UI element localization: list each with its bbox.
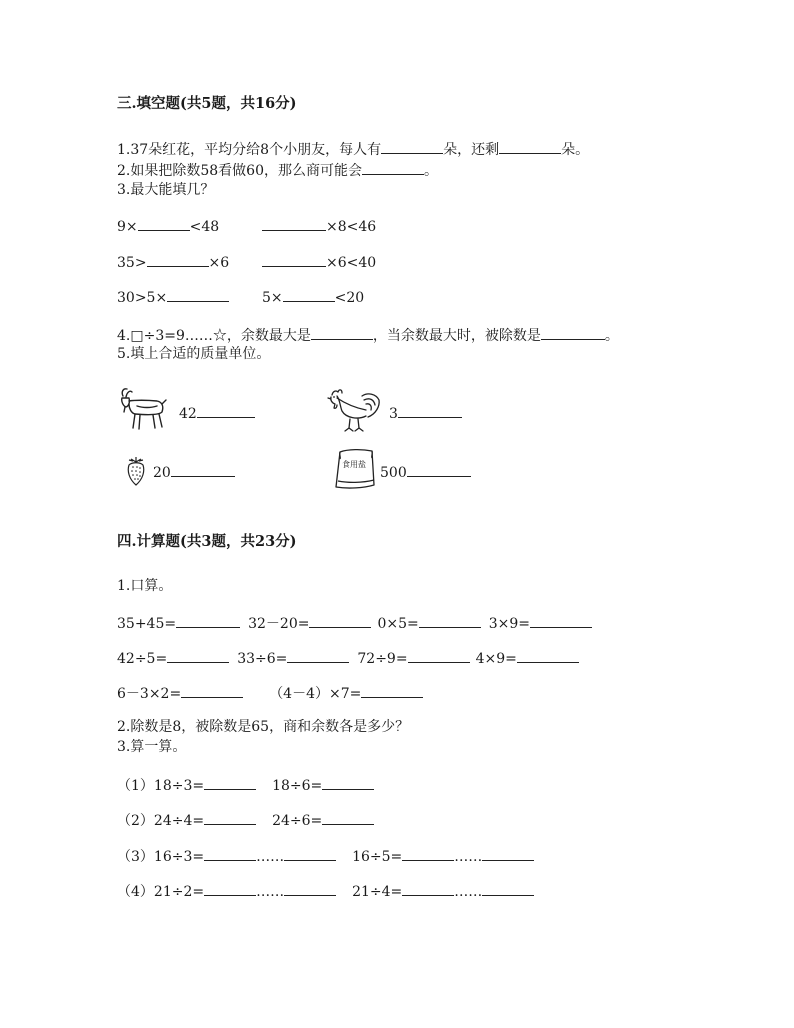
calc-expr: （4－4）×7= xyxy=(269,686,362,702)
q3-3-row3-right xyxy=(262,287,364,307)
question-3-5-title: 5.填上合适的质量单位。 xyxy=(117,346,271,362)
q3-3-row2-left xyxy=(117,252,229,272)
calc-item-3 xyxy=(117,846,534,866)
expr-text: ×6<40 xyxy=(326,255,377,271)
answer-blank[interactable] xyxy=(402,846,454,861)
strawberry-icon xyxy=(125,455,147,487)
q3-2-text-b: 。 xyxy=(424,163,438,179)
q3-3-row2-right xyxy=(262,252,376,272)
answer-blank[interactable] xyxy=(181,683,243,698)
answer-blank[interactable] xyxy=(284,881,336,896)
calc-row-2 xyxy=(117,648,579,668)
expr-text: <20 xyxy=(334,290,365,306)
calc-expr: 35+45= xyxy=(117,616,177,632)
expr-text: ×6 xyxy=(208,255,230,271)
expr-text: 5× xyxy=(262,290,283,306)
item-label: （1） xyxy=(117,778,154,794)
answer-blank[interactable] xyxy=(283,287,335,302)
expr-text: ×8<46 xyxy=(326,219,377,235)
calc-expr: 21÷4= xyxy=(352,884,403,900)
calc-expr: 42÷5= xyxy=(117,651,168,667)
q3-1-text-b: 朵，还剩 xyxy=(443,142,500,158)
answer-blank[interactable] xyxy=(287,648,349,663)
answer-blank[interactable] xyxy=(499,139,561,154)
question-3-1 xyxy=(117,139,589,159)
calc-expr: 6－3×2= xyxy=(117,686,182,702)
rooster-icon xyxy=(326,386,382,434)
answer-blank[interactable] xyxy=(482,881,534,896)
goat-value: 42 xyxy=(179,406,197,422)
answer-blank[interactable] xyxy=(407,462,471,477)
answer-blank[interactable] xyxy=(204,775,256,790)
q3-1-text-c: 朵。 xyxy=(561,142,590,158)
answer-blank[interactable] xyxy=(204,881,256,896)
calc-item-2 xyxy=(117,810,374,830)
answer-blank[interactable] xyxy=(311,325,373,340)
salt-bag-icon xyxy=(332,447,378,491)
answer-blank[interactable] xyxy=(171,462,235,477)
answer-blank[interactable] xyxy=(204,810,256,825)
q3-3-row1-right xyxy=(262,216,376,236)
q3-3-row1-left xyxy=(117,216,219,236)
answer-blank[interactable] xyxy=(402,881,454,896)
answer-blank[interactable] xyxy=(204,846,256,861)
calc-expr: 21÷2= xyxy=(153,884,205,900)
goat-icon xyxy=(117,386,169,432)
item-label: （3） xyxy=(117,849,154,865)
ellipsis: …… xyxy=(454,849,483,865)
answer-blank[interactable] xyxy=(147,252,209,267)
answer-blank[interactable] xyxy=(541,325,605,340)
salt-bag-label: 食用盐 xyxy=(342,460,366,469)
answer-blank[interactable] xyxy=(517,648,579,663)
expr-text: 9× xyxy=(117,219,138,235)
answer-blank[interactable] xyxy=(419,613,481,628)
expr-text: 30>5× xyxy=(117,290,168,306)
section-3-title: 三.填空题(共5题，共16分) xyxy=(117,95,297,112)
calc-expr: 24÷6= xyxy=(272,813,323,829)
calc-expr: 3×9= xyxy=(488,616,531,632)
question-3-2 xyxy=(117,160,438,180)
ellipsis: …… xyxy=(256,884,285,900)
q3-4-text-a: 4.□÷3=9……☆，余数最大是 xyxy=(117,328,311,344)
calc-item-1 xyxy=(117,775,374,795)
answer-blank[interactable] xyxy=(176,613,240,628)
calc-expr: 0×5= xyxy=(377,616,419,632)
answer-blank[interactable] xyxy=(167,287,229,302)
calc-row-3 xyxy=(117,683,423,703)
question-4-2: 2.除数是8，被除数是65，商和余数各是多少？ xyxy=(117,719,410,735)
strawberry-value: 20 xyxy=(153,465,171,481)
item-label: （2） xyxy=(117,813,154,829)
ellipsis: …… xyxy=(454,884,483,900)
rooster-value: 3 xyxy=(389,406,398,422)
calc-item-4 xyxy=(117,881,534,901)
q3-4-text-b: ，当余数最大时，被除数是 xyxy=(372,328,541,344)
question-3-4 xyxy=(117,325,619,345)
calc-expr: 72÷9= xyxy=(357,651,408,667)
calc-expr: 32－20= xyxy=(248,616,310,632)
question-3-3-title: 3.最大能填几？ xyxy=(117,182,215,198)
answer-blank[interactable] xyxy=(322,810,374,825)
strawberry-item xyxy=(153,462,235,482)
q3-4-text-c: 。 xyxy=(604,328,619,344)
answer-blank[interactable] xyxy=(408,648,470,663)
expr-text: 35> xyxy=(117,255,147,271)
calc-expr: 4×9= xyxy=(475,651,517,667)
answer-blank[interactable] xyxy=(167,648,229,663)
q3-2-text-a: 2.如果把除数58看做60，那么商可能会 xyxy=(117,163,362,179)
calc-expr: 16÷5= xyxy=(352,849,403,865)
answer-blank[interactable] xyxy=(361,683,423,698)
answer-blank[interactable] xyxy=(262,216,326,231)
answer-blank[interactable] xyxy=(262,252,326,267)
calc-row-1 xyxy=(117,613,592,633)
answer-blank[interactable] xyxy=(398,403,462,418)
calc-expr: 33÷6= xyxy=(237,651,288,667)
goat-item xyxy=(179,403,255,423)
answer-blank[interactable] xyxy=(381,139,443,154)
salt-item xyxy=(380,462,471,482)
answer-blank[interactable] xyxy=(309,613,371,628)
q3-3-row3-left xyxy=(117,287,229,307)
item-label: （4） xyxy=(117,884,154,900)
rooster-item xyxy=(389,403,462,423)
calc-expr: 18÷3= xyxy=(153,778,205,794)
answer-blank[interactable] xyxy=(138,216,190,231)
ellipsis: …… xyxy=(256,849,285,865)
question-4-1-title: 1.口算。 xyxy=(117,578,173,594)
q3-1-text-a: 1.37朵红花，平均分给8个小朋友，每人有 xyxy=(117,142,382,158)
salt-value: 500 xyxy=(380,465,407,481)
answer-blank[interactable] xyxy=(197,403,255,418)
expr-text: <48 xyxy=(189,219,220,235)
calc-expr: 18÷6= xyxy=(272,778,323,794)
answer-blank[interactable] xyxy=(362,160,424,175)
question-4-3-title: 3.算一算。 xyxy=(117,739,187,755)
calc-expr: 24÷4= xyxy=(153,813,205,829)
calc-expr: 16÷3= xyxy=(153,849,205,865)
answer-blank[interactable] xyxy=(482,846,534,861)
answer-blank[interactable] xyxy=(284,846,336,861)
answer-blank[interactable] xyxy=(530,613,592,628)
answer-blank[interactable] xyxy=(322,775,374,790)
section-4-title: 四.计算题(共3题，共23分) xyxy=(117,533,297,550)
